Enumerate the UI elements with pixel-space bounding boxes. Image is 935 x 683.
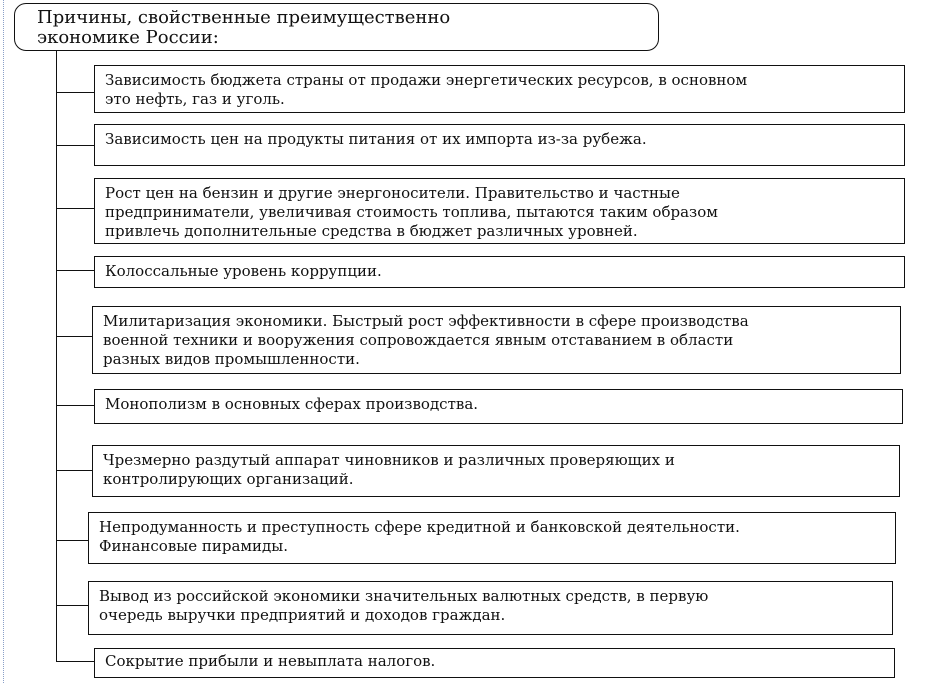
reason-box-2 [94, 124, 905, 166]
reason-5-line-1: Милитаризация экономики. Быстрый рост эффективности в сфере производства [103, 312, 749, 330]
connector-10 [56, 661, 94, 662]
page-margin-guide [3, 0, 4, 683]
header-line-2: экономике России: [37, 27, 219, 48]
connector-8 [56, 540, 88, 541]
reason-2-line-1: Зависимость цен на продукты питания от их импорта из-за рубежа. [105, 130, 647, 148]
reason-7-line-2: контролирующих организаций. [103, 470, 354, 488]
connector-3 [56, 208, 94, 209]
reason-6-line-1: Монополизм в основных сферах производства. [105, 395, 479, 413]
reason-1-line-2: это нефть, газ и уголь. [105, 90, 285, 108]
connector-5 [56, 336, 92, 337]
header-box [14, 3, 659, 51]
reason-5-line-2: военной техники и вооружения сопровождается явным отставанием в области [103, 331, 734, 349]
connector-2 [56, 145, 94, 146]
reason-box-6 [94, 389, 903, 424]
connector-9 [56, 605, 88, 606]
reason-box-7 [92, 445, 900, 497]
reason-8-line-2: Финансовые пирамиды. [99, 537, 288, 555]
connector-1 [56, 92, 94, 93]
reason-3-line-3: привлечь дополнительные средства в бюджет различных уровней. [105, 222, 638, 240]
reason-box-3 [94, 178, 905, 244]
reason-box-9 [88, 581, 893, 635]
reason-box-1 [94, 65, 905, 113]
reason-3-line-1: Рост цен на бензин и другие энергоносители. Правительство и частные [105, 184, 680, 202]
reason-box-10 [94, 648, 895, 678]
reason-box-8 [88, 512, 896, 564]
reason-9-line-1: Вывод из российской экономики значительных валютных средств, в первую [99, 587, 709, 605]
tree-trunk-line [56, 51, 57, 661]
reason-box-5 [92, 306, 901, 374]
reason-10-line-1: Сокрытие прибыли и невыплата налогов. [105, 652, 436, 670]
connector-4 [56, 270, 94, 271]
reason-box-4 [94, 256, 905, 288]
reason-1-line-1: Зависимость бюджета страны от продажи энергетических ресурсов, в основном [105, 71, 748, 89]
header-line-1: Причины, свойственные преимущественно [37, 7, 451, 28]
reason-8-line-1: Непродуманность и преступность сфере кредитной и банковской деятельности. [99, 518, 740, 536]
reason-4-line-1: Колоссальные уровень коррупции. [105, 262, 382, 280]
connector-6 [56, 405, 94, 406]
reason-5-line-3: разных видов промышленности. [103, 350, 360, 368]
connector-7 [56, 470, 92, 471]
reason-3-line-2: предприниматели, увеличивая стоимость топлива, пытаются таким образом [105, 203, 718, 221]
reason-9-line-2: очередь выручки предприятий и доходов граждан. [99, 606, 506, 624]
reason-7-line-1: Чрезмерно раздутый аппарат чиновников и различных проверяющих и [103, 451, 675, 469]
